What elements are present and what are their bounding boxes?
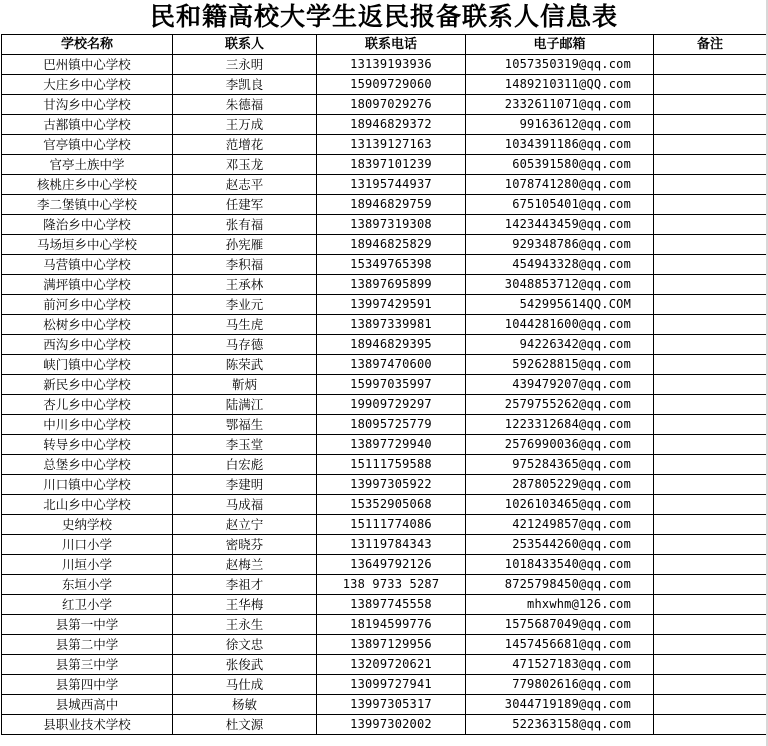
cell-school[interactable]: 中川乡中心学校	[2, 415, 173, 435]
cell-email[interactable]: 2576990036@qq.com	[466, 435, 654, 455]
cell-remark[interactable]	[654, 215, 767, 235]
table-row	[2, 695, 767, 715]
table-row	[2, 595, 767, 615]
cell-phone[interactable]: 13997305922	[317, 475, 466, 495]
cell-email[interactable]: 1489210311@QQ.com	[466, 75, 654, 95]
cell-contact[interactable]: 张俊武	[173, 655, 317, 675]
cell-phone[interactable]: 18946825829	[317, 235, 466, 255]
cell-contact[interactable]: 马存德	[173, 335, 317, 355]
cell-remark[interactable]	[654, 195, 767, 215]
table-row	[2, 375, 767, 395]
table-row	[2, 55, 767, 75]
cell-contact[interactable]: 白宏彪	[173, 455, 317, 475]
cell-email[interactable]: 975284365@qq.com	[466, 455, 654, 475]
table-row	[2, 215, 767, 235]
cell-remark[interactable]	[654, 475, 767, 495]
cell-remark[interactable]	[654, 615, 767, 635]
cell-remark[interactable]	[654, 295, 767, 315]
cell-phone[interactable]: 13195744937	[317, 175, 466, 195]
cell-remark[interactable]	[654, 415, 767, 435]
cell-phone[interactable]: 13897339981	[317, 315, 466, 335]
cell-remark[interactable]	[654, 675, 767, 695]
cell-contact[interactable]: 陈荣武	[173, 355, 317, 375]
cell-contact[interactable]: 鄂福生	[173, 415, 317, 435]
cell-contact[interactable]: 李凯良	[173, 75, 317, 95]
cell-email[interactable]: 3044719189@qq.com	[466, 695, 654, 715]
table-row	[2, 175, 767, 195]
cell-school[interactable]: 县职业技术学校	[2, 715, 173, 735]
cell-phone[interactable]: 13897729940	[317, 435, 466, 455]
cell-phone[interactable]: 15349765398	[317, 255, 466, 275]
cell-contact[interactable]: 邓玉龙	[173, 155, 317, 175]
cell-email[interactable]: 253544260@qq.com	[466, 535, 654, 555]
cell-remark[interactable]	[654, 575, 767, 595]
cell-school[interactable]: 甘沟乡中心学校	[2, 95, 173, 115]
cell-school[interactable]: 县第四中学	[2, 675, 173, 695]
cell-phone[interactable]: 18946829395	[317, 335, 466, 355]
cell-contact[interactable]: 李建明	[173, 475, 317, 495]
cell-email[interactable]: 592628815@qq.com	[466, 355, 654, 375]
cell-remark[interactable]	[654, 335, 767, 355]
cell-remark[interactable]	[654, 655, 767, 675]
cell-email[interactable]: 542995614QQ.COM	[466, 295, 654, 315]
cell-phone[interactable]: 13139193936	[317, 55, 466, 75]
cell-phone[interactable]: 13209720621	[317, 655, 466, 675]
cell-remark[interactable]	[654, 535, 767, 555]
cell-email[interactable]: 1575687049@qq.com	[466, 615, 654, 635]
cell-remark[interactable]	[654, 175, 767, 195]
cell-school[interactable]: 峡门镇中心学校	[2, 355, 173, 375]
table-row	[2, 95, 767, 115]
cell-contact[interactable]: 王承林	[173, 275, 317, 295]
cell-email[interactable]: 675105401@qq.com	[466, 195, 654, 215]
table-row	[2, 155, 767, 175]
cell-email[interactable]: 421249857@qq.com	[466, 515, 654, 535]
cell-remark[interactable]	[654, 255, 767, 275]
table-row	[2, 715, 767, 735]
table-header	[2, 35, 767, 55]
cell-remark[interactable]	[654, 55, 767, 75]
cell-school[interactable]: 核桃庄乡中心学校	[2, 175, 173, 195]
cell-remark[interactable]	[654, 235, 767, 255]
cell-phone[interactable]: 13997302002	[317, 715, 466, 735]
cell-email[interactable]: 1018433540@qq.com	[466, 555, 654, 575]
cell-email[interactable]: 1034391186@qq.com	[466, 135, 654, 155]
header-email[interactable]: 电子邮箱	[466, 35, 654, 55]
cell-remark[interactable]	[654, 135, 767, 155]
cell-contact[interactable]: 马生虎	[173, 315, 317, 335]
cell-school[interactable]: 史纳学校	[2, 515, 173, 535]
cell-phone[interactable]: 138 9733 5287	[317, 575, 466, 595]
cell-contact[interactable]: 王万成	[173, 115, 317, 135]
cell-phone[interactable]: 18946829759	[317, 195, 466, 215]
cell-phone[interactable]: 15352905068	[317, 495, 466, 515]
cell-school[interactable]: 前河乡中心学校	[2, 295, 173, 315]
cell-phone[interactable]: 19909729297	[317, 395, 466, 415]
cell-phone[interactable]: 15997035997	[317, 375, 466, 395]
cell-contact[interactable]: 李积福	[173, 255, 317, 275]
cell-phone[interactable]: 13997429591	[317, 295, 466, 315]
header-contact[interactable]: 联系人	[173, 35, 317, 55]
cell-school[interactable]: 川口镇中心学校	[2, 475, 173, 495]
cell-email[interactable]: 2579755262@qq.com	[466, 395, 654, 415]
cell-remark[interactable]	[654, 75, 767, 95]
cell-remark[interactable]	[654, 495, 767, 515]
table-row	[2, 515, 767, 535]
table-row	[2, 455, 767, 475]
cell-contact[interactable]: 马成福	[173, 495, 317, 515]
cell-email[interactable]: 454943328@qq.com	[466, 255, 654, 275]
cell-email[interactable]: 522363158@qq.com	[466, 715, 654, 735]
cell-phone[interactable]: 13997305317	[317, 695, 466, 715]
cell-contact[interactable]: 三永明	[173, 55, 317, 75]
cell-school[interactable]: 隆治乡中心学校	[2, 215, 173, 235]
table-row	[2, 435, 767, 455]
cell-school[interactable]: 大庄乡中心学校	[2, 75, 173, 95]
table-row	[2, 675, 767, 695]
cell-remark[interactable]	[654, 115, 767, 135]
cell-school[interactable]: 县第一中学	[2, 615, 173, 635]
cell-contact[interactable]: 李玉堂	[173, 435, 317, 455]
cell-contact[interactable]: 张有福	[173, 215, 317, 235]
cell-school[interactable]: 总堡乡中心学校	[2, 455, 173, 475]
cell-contact[interactable]: 孙宪雁	[173, 235, 317, 255]
contact-table	[1, 34, 767, 735]
table-row	[2, 315, 767, 335]
cell-remark[interactable]	[654, 515, 767, 535]
cell-contact[interactable]: 徐文忠	[173, 635, 317, 655]
cell-email[interactable]: 1223312684@qq.com	[466, 415, 654, 435]
sheet-title: 民和籍高校大学生返民报备联系人信息表	[149, 2, 618, 31]
table-row	[2, 355, 767, 375]
cell-contact[interactable]: 靳炳	[173, 375, 317, 395]
cell-school[interactable]: 转导乡中心学校	[2, 435, 173, 455]
cell-email[interactable]: 3048853712@qq.com	[466, 275, 654, 295]
table-row	[2, 75, 767, 95]
cell-remark[interactable]	[654, 455, 767, 475]
cell-phone[interactable]: 13139127163	[317, 135, 466, 155]
cell-contact[interactable]: 赵志平	[173, 175, 317, 195]
cell-phone[interactable]: 13897745558	[317, 595, 466, 615]
header-row	[2, 35, 767, 55]
table-row	[2, 535, 767, 555]
table-row	[2, 555, 767, 575]
table-row	[2, 575, 767, 595]
cell-email[interactable]: 8725798450@qq.com	[466, 575, 654, 595]
cell-remark[interactable]	[654, 555, 767, 575]
cell-phone[interactable]: 18397101239	[317, 155, 466, 175]
cell-remark[interactable]	[654, 435, 767, 455]
cell-school[interactable]: 县第二中学	[2, 635, 173, 655]
cell-school[interactable]: 西沟乡中心学校	[2, 335, 173, 355]
cell-school[interactable]: 川垣小学	[2, 555, 173, 575]
cell-school[interactable]: 马场垣乡中心学校	[2, 235, 173, 255]
table-row	[2, 255, 767, 275]
cell-email[interactable]: 929348786@qq.com	[466, 235, 654, 255]
cell-contact[interactable]: 朱德福	[173, 95, 317, 115]
cell-contact[interactable]: 马仕成	[173, 675, 317, 695]
table-row	[2, 395, 767, 415]
cell-contact[interactable]: 范增花	[173, 135, 317, 155]
table-row	[2, 235, 767, 255]
table-row	[2, 635, 767, 655]
cell-email[interactable]: 1423443459@qq.com	[466, 215, 654, 235]
cell-school[interactable]: 李二堡镇中心学校	[2, 195, 173, 215]
cell-contact[interactable]: 杜文源	[173, 715, 317, 735]
cell-phone[interactable]: 15111774086	[317, 515, 466, 535]
cell-contact[interactable]: 陆满江	[173, 395, 317, 415]
cell-school[interactable]: 北山乡中心学校	[2, 495, 173, 515]
cell-email[interactable]: 1457456681@qq.com	[466, 635, 654, 655]
cell-email[interactable]: 94226342@qq.com	[466, 335, 654, 355]
table-row	[2, 135, 767, 155]
cell-contact[interactable]: 王华梅	[173, 595, 317, 615]
cell-email[interactable]: 439479207@qq.com	[466, 375, 654, 395]
cell-school[interactable]: 满坪镇中心学校	[2, 275, 173, 295]
cell-remark[interactable]	[654, 95, 767, 115]
cell-school[interactable]: 巴州镇中心学校	[2, 55, 173, 75]
cell-contact[interactable]: 任建军	[173, 195, 317, 215]
cell-email[interactable]: 1078741280@qq.com	[466, 175, 654, 195]
table-row	[2, 655, 767, 675]
cell-contact[interactable]: 李祖才	[173, 575, 317, 595]
cell-phone[interactable]: 18095725779	[317, 415, 466, 435]
cell-phone[interactable]: 18946829372	[317, 115, 466, 135]
cell-remark[interactable]	[654, 315, 767, 335]
cell-school[interactable]: 东垣小学	[2, 575, 173, 595]
cell-email[interactable]: 1044281600@qq.com	[466, 315, 654, 335]
cell-remark[interactable]	[654, 355, 767, 375]
cell-school[interactable]: 古鄯镇中心学校	[2, 115, 173, 135]
table-row	[2, 495, 767, 515]
cell-school[interactable]: 县城西高中	[2, 695, 173, 715]
cell-phone[interactable]: 18097029276	[317, 95, 466, 115]
cell-phone[interactable]: 13099727941	[317, 675, 466, 695]
cell-contact[interactable]: 密晓芬	[173, 535, 317, 555]
cell-school[interactable]: 马营镇中心学校	[2, 255, 173, 275]
cell-school[interactable]: 松树乡中心学校	[2, 315, 173, 335]
cell-school[interactable]: 红卫小学	[2, 595, 173, 615]
cell-email[interactable]: 779802616@qq.com	[466, 675, 654, 695]
table-row	[2, 475, 767, 495]
table-body	[2, 55, 767, 735]
header-school[interactable]: 学校名称	[2, 35, 173, 55]
header-phone[interactable]: 联系电话	[317, 35, 466, 55]
cell-phone[interactable]: 13897695899	[317, 275, 466, 295]
cell-remark[interactable]	[654, 375, 767, 395]
cell-phone[interactable]: 13897319308	[317, 215, 466, 235]
cell-phone[interactable]: 15909729060	[317, 75, 466, 95]
cell-school[interactable]: 官亭土族中学	[2, 155, 173, 175]
cell-remark[interactable]	[654, 275, 767, 295]
cell-school[interactable]: 县第三中学	[2, 655, 173, 675]
cell-email[interactable]: mhxwhm@126.com	[466, 595, 654, 615]
cell-phone[interactable]: 13897470600	[317, 355, 466, 375]
cell-email[interactable]: 287805229@qq.com	[466, 475, 654, 495]
cell-contact[interactable]: 赵梅兰	[173, 555, 317, 575]
cell-phone[interactable]: 18194599776	[317, 615, 466, 635]
cell-contact[interactable]: 李业元	[173, 295, 317, 315]
cell-email[interactable]: 1026103465@qq.com	[466, 495, 654, 515]
table-row	[2, 295, 767, 315]
cell-remark[interactable]	[654, 715, 767, 735]
cell-contact[interactable]: 杨敏	[173, 695, 317, 715]
cell-phone[interactable]: 13649792126	[317, 555, 466, 575]
cell-school[interactable]: 杏儿乡中心学校	[2, 395, 173, 415]
cell-email[interactable]: 2332611071@qq.com	[466, 95, 654, 115]
table-row	[2, 615, 767, 635]
cell-school[interactable]: 官亭镇中心学校	[2, 135, 173, 155]
cell-email[interactable]: 471527183@qq.com	[466, 655, 654, 675]
cell-school[interactable]: 川口小学	[2, 535, 173, 555]
cell-email[interactable]: 99163612@qq.com	[466, 115, 654, 135]
cell-phone[interactable]: 13119784343	[317, 535, 466, 555]
table-row	[2, 275, 767, 295]
header-remark[interactable]: 备注	[654, 35, 767, 55]
cell-remark[interactable]	[654, 155, 767, 175]
cell-remark[interactable]	[654, 635, 767, 655]
cell-contact[interactable]: 赵立宁	[173, 515, 317, 535]
table-row	[2, 335, 767, 355]
table-row	[2, 195, 767, 215]
cell-email[interactable]: 1057350319@qq.com	[466, 55, 654, 75]
cell-phone[interactable]: 15111759588	[317, 455, 466, 475]
table-row	[2, 115, 767, 135]
cell-email[interactable]: 605391580@qq.com	[466, 155, 654, 175]
table-row	[2, 415, 767, 435]
cell-remark[interactable]	[654, 695, 767, 715]
cell-remark[interactable]	[654, 595, 767, 615]
cell-contact[interactable]: 王永生	[173, 615, 317, 635]
cell-remark[interactable]	[654, 395, 767, 415]
cell-phone[interactable]: 13897129956	[317, 635, 466, 655]
cell-school[interactable]: 新民乡中心学校	[2, 375, 173, 395]
